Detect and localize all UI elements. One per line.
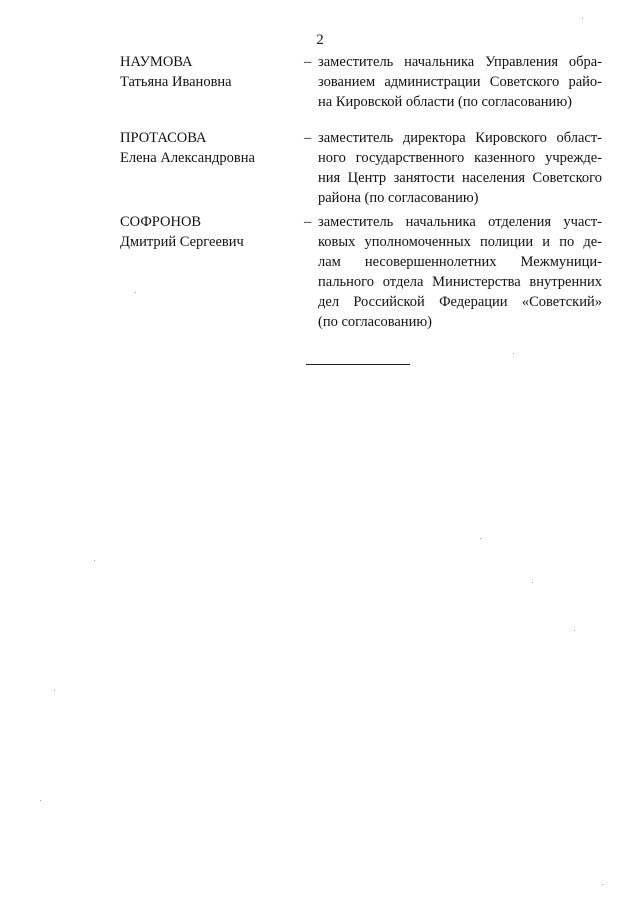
member-role-line: ния Центр занятости населения Советского (318, 170, 602, 186)
member-surname: ПРОТАСОВА (120, 130, 207, 146)
member-name (120, 52, 290, 92)
scan-speck (40, 800, 41, 801)
scan-speck (582, 18, 583, 19)
member-dash: – (304, 214, 312, 230)
member-role (318, 52, 602, 112)
member-name (120, 128, 290, 168)
member-given-names: Дмитрий Сергеевич (120, 234, 244, 250)
member-dash: – (304, 54, 312, 70)
scan-speck (480, 538, 481, 539)
member-role-line: пального отдела Министерства внутренних (318, 274, 602, 290)
member-role (318, 212, 602, 332)
scan-speck (135, 292, 136, 293)
member-role-line: заместитель директора Кировского област- (318, 130, 602, 146)
member-role-line: заместитель начальника отделения участ- (318, 214, 602, 230)
scan-speck (513, 353, 514, 354)
page-number: 2 (316, 32, 324, 48)
scan-speck (574, 630, 575, 631)
member-role-line: на Кировской области (по согласованию) (318, 94, 572, 110)
member-dash: – (304, 130, 312, 146)
member-given-names: Татьяна Ивановна (120, 74, 232, 90)
member-role-line: (по согласованию) (318, 314, 432, 330)
scan-speck (94, 560, 95, 561)
member-role-line: ного государственного казенного учрежде- (318, 150, 602, 166)
member-given-names: Елена Александровна (120, 150, 255, 166)
member-surname: СОФРОНОВ (120, 214, 202, 230)
scan-speck (532, 582, 533, 583)
member-surname: НАУМОВА (120, 54, 193, 70)
member-role-line: района (по согласованию) (318, 190, 479, 206)
member-role-line: зованием администрации Советского райо- (318, 74, 602, 90)
member-role-line: дел Российской Федерации «Советский» (318, 294, 602, 310)
scan-speck (602, 884, 603, 885)
scan-speck (54, 690, 55, 691)
member-role-line: лам несовершеннолетних Межмуници- (318, 254, 602, 270)
member-role-line: заместитель начальника Управления обра- (318, 54, 602, 70)
member-role (318, 128, 602, 208)
member-name (120, 212, 290, 252)
member-role-line: ковых уполномоченных полиции и по де- (318, 234, 602, 250)
closing-rule (306, 364, 410, 365)
